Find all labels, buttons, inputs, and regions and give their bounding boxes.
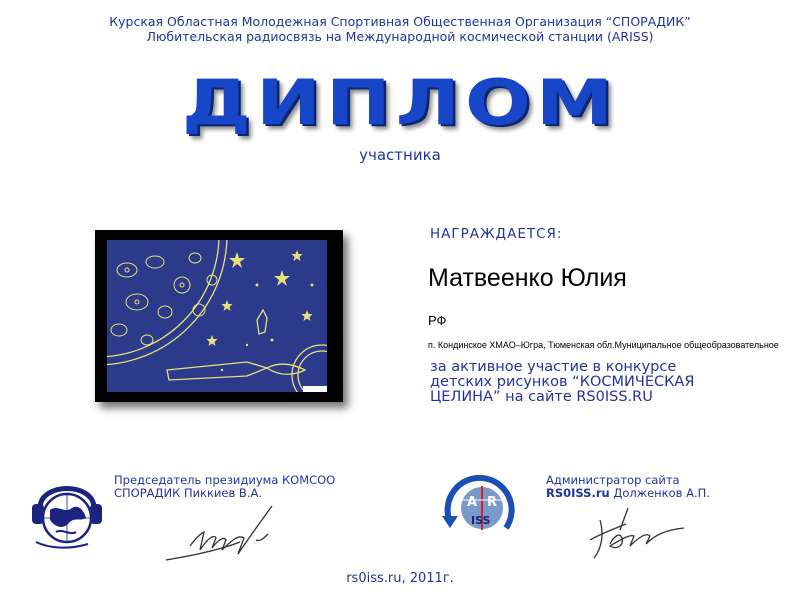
award-reason-line: за активное участие в конкурсе [430, 359, 677, 375]
right-signatory-line: Администратор сайта [546, 473, 680, 487]
award-reason [430, 360, 770, 405]
header-ariss: Любительская радиосвязь на Международной космической станции (ARISS) [146, 29, 654, 44]
ariss-letter-r: R [487, 495, 498, 510]
award-reason-line: детских рисунков “КОСМИЧЕСКАЯ [430, 374, 695, 390]
award-reason-line: ЦЕЛИНА” на сайте RS0ISS.RU [430, 389, 653, 405]
right-signatory-title [546, 474, 710, 500]
ariss-iss-text: ISS [471, 514, 491, 527]
right-signatory-name: Долженков А.П. [609, 486, 710, 500]
diploma-title: ДИПЛОМ [181, 66, 619, 139]
footer-site-year: rs0iss.ru, 2011г. [346, 571, 454, 586]
right-signature [580, 500, 700, 565]
awarded-label: НАГРАЖДАЕТСЯ: [430, 226, 563, 242]
ariss-logo [436, 466, 520, 550]
left-signatory-title [114, 474, 335, 500]
diploma-subtitle: участника [359, 146, 441, 164]
left-signatory-line: Председатель президиума КОМСОО [114, 473, 336, 487]
site-name: RS0ISS.ru [546, 486, 610, 500]
painting-frame [95, 230, 343, 402]
sporadik-globe-logo [28, 470, 106, 550]
right-signatory-line [546, 487, 710, 500]
recipient-name: Матвеенко Юлия [428, 264, 627, 292]
recipient-country: РФ [428, 313, 447, 328]
recipient-address: п. Кондинское ХМАО–Югра, Тюменская обл.Муниципальное общеобразовательное [428, 340, 779, 350]
ariss-letter-a: A [467, 495, 478, 510]
header-organization: Курская Областная Молодежная Спортивная Общественная Организация “СПОРАДИК” [109, 14, 691, 29]
left-signature [160, 498, 300, 568]
left-signatory-line: СПОРАДИК Пиккиев В.А. [114, 486, 263, 500]
space-painting [107, 240, 327, 392]
